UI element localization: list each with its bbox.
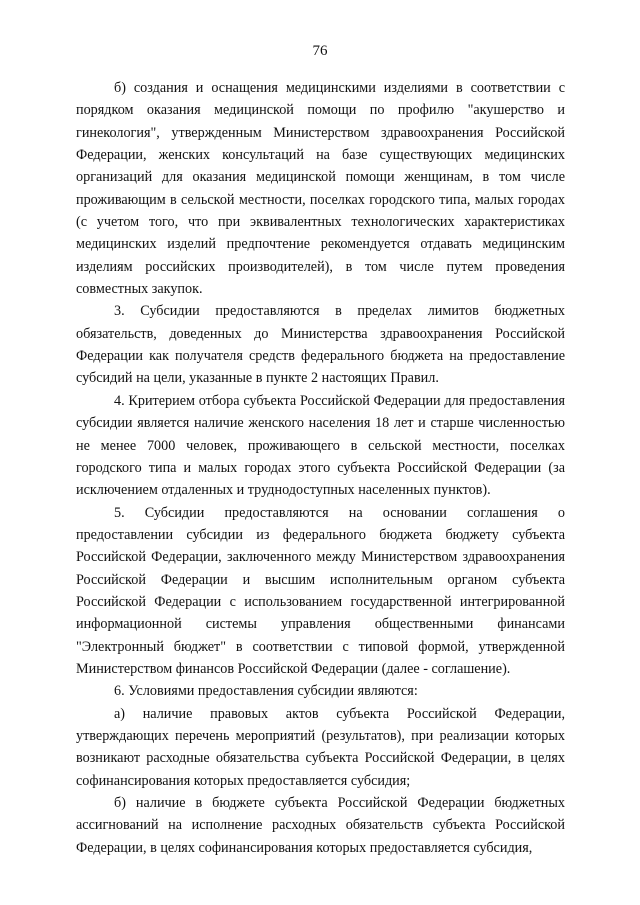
paragraph-4-selection-criterion: 4. Критерием отбора субъекта Российской Федерации для предоставления субсидии является наличие женского населения 18 лет и старше численностью не менее 7000 человек, проживающего в сельской местности, поселках городского типа и малых городах этого субъекта Российской Федерации (за исключением отдаленных и труднодоступных населенных пунктов). (76, 392, 565, 499)
page-number: 76 (312, 43, 328, 59)
paragraph-6-conditions: 6. Условиями предоставления субсидии являются: (114, 683, 418, 700)
document-body (76, 77, 565, 859)
paragraph-3-budget-limits: 3. Субсидии предоставляются в пределах лимитов бюджетных обязательств, доведенных до Министерства здравоохранения Российской Федерации как получателя средств федерального бюджета на предоставление субсидий на цели, указанные в пункте 2 настоящих Правил. (76, 303, 565, 387)
paragraph-5-agreement: 5. Субсидии предоставляются на основании соглашения о предоставлении субсидии из федерального бюджета бюджету субъекта Российской Федерации, заключенного между Министерством здравоохранения Российской Федерации и высшим исполнительным органом субъекта Российской Федерации с использованием государственной интегрированной информационной системы управления общественными финансами "Электронный бюджет" в соответствии с типовой формой, утвержденной Министерством финансов Российской Федерации (далее - соглашение). (76, 504, 565, 677)
paragraph-6b-budget-allocations: б) наличие в бюджете субъекта Российской Федерации бюджетных ассигнований на исполнение расходных обязательств субъекта Российской Федерации, в целях софинансирования которых предоставляется субсидия, (76, 795, 565, 856)
paragraph-b-medical-equipment: б) создания и оснащения медицинскими изделиями в соответствии с порядком оказания медицинской помощи по профилю "акушерство и гинекология", утвержденным Министерством здравоохранения Российской Федерации, женских консультаций на базе существующих медицинских организаций для оказания медицинской помощи женщинам, в том числе проживающим в сельской местности, поселках городского типа, малых городах (с учетом того, что при эквивалентных технологических характеристиках медицинских изделий предпочтение рекомендуется отдавать медицинским изделиям российских производителей), в том числе путем проведения совместных закупок. (76, 80, 565, 298)
paragraph-6a-legal-acts: а) наличие правовых актов субъекта Российской Федерации, утверждающих перечень мероприятий (результатов), при реализации которых возникают расходные обязательства субъекта Российской Федерации, в целях софинансирования которых предоставляется субсидия; (76, 705, 565, 789)
